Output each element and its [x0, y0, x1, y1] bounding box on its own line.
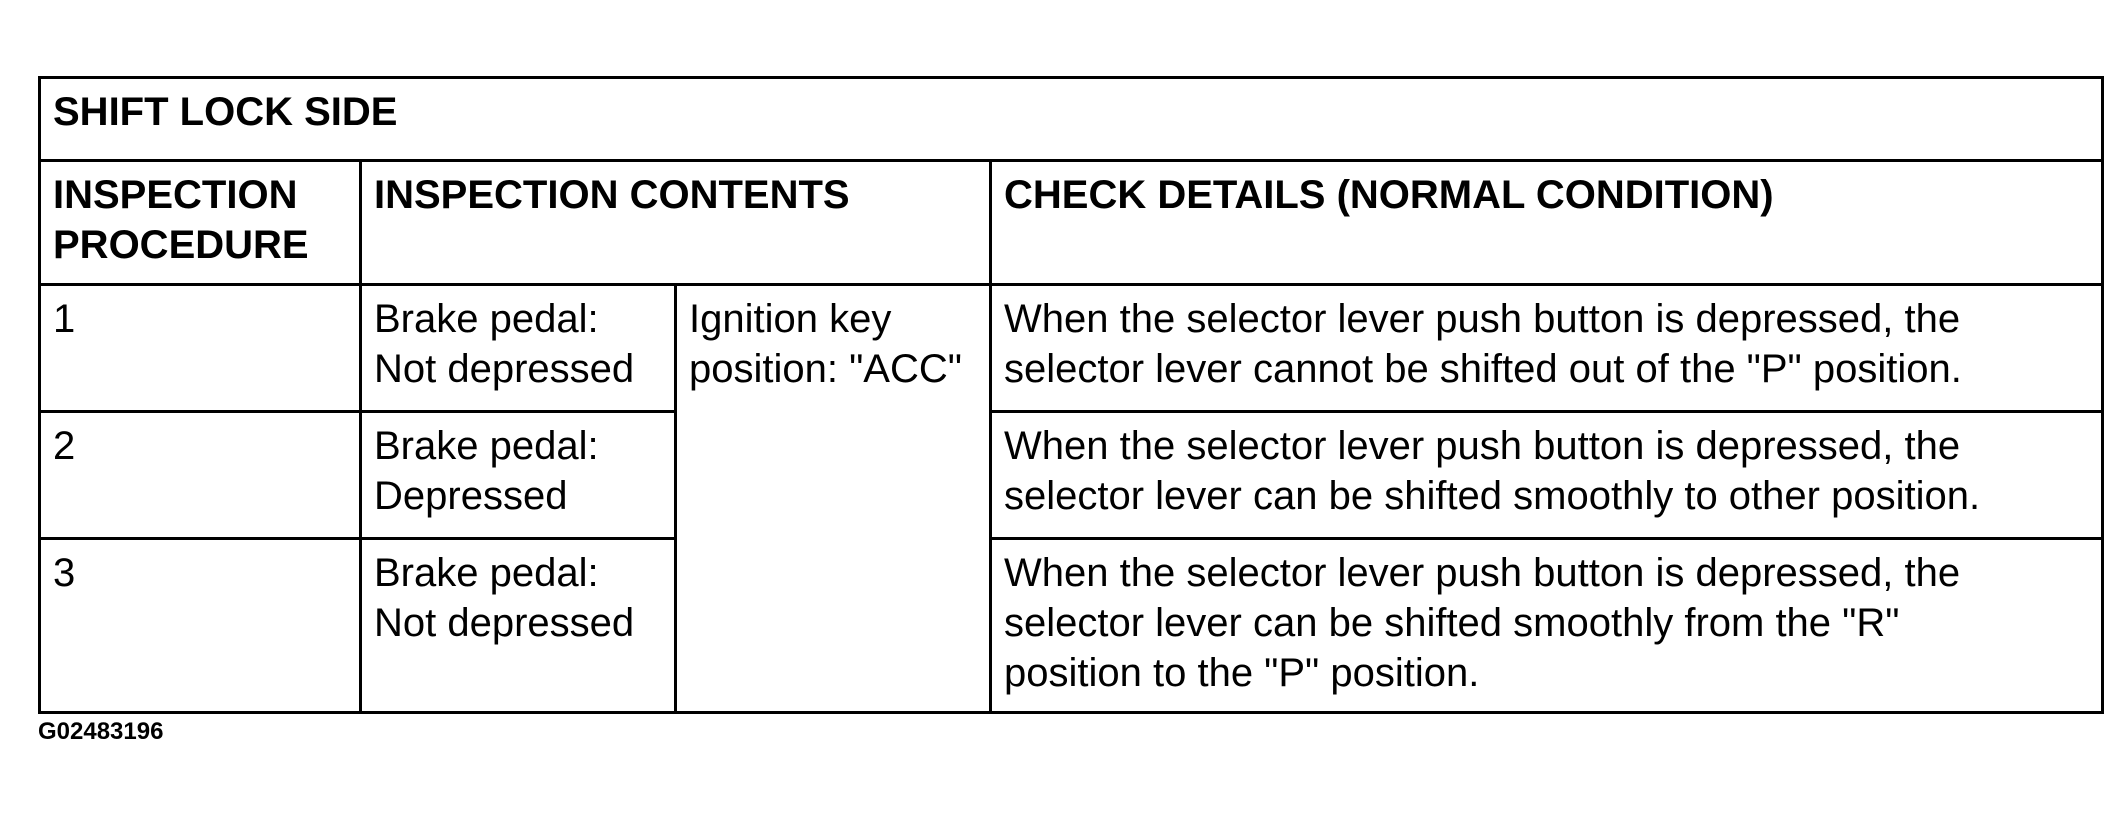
figure-code: G02483196	[38, 718, 164, 745]
brake-pedal-cell: Brake pedal: Not depressed	[361, 539, 676, 713]
brake-pedal-cell: Brake pedal: Not depressed	[361, 285, 676, 412]
header-contents: INSPECTION CONTENTS	[361, 161, 991, 285]
ignition-key-cell: Ignition key position: "ACC"	[676, 285, 991, 713]
procedure-cell: 3	[40, 539, 361, 713]
table-row	[40, 285, 2103, 412]
check-details-cell: When the selector lever push button is depressed, the selector lever can be shifted smoothly to other position.	[991, 412, 2103, 539]
table-row	[40, 412, 2103, 539]
procedure-cell: 1	[40, 285, 361, 412]
table-row	[40, 539, 2103, 713]
inspection-table	[38, 76, 2104, 714]
table-title: SHIFT LOCK SIDE	[40, 78, 2103, 161]
header-details: CHECK DETAILS (NORMAL CONDITION)	[991, 161, 2103, 285]
header-procedure: INSPECTION PROCEDURE	[40, 161, 361, 285]
table-header-row	[40, 161, 2103, 285]
check-details-cell: When the selector lever push button is depressed, the selector lever can be shifted smoothly from the "R" position to the "P" position.	[991, 539, 2103, 713]
brake-pedal-cell: Brake pedal: Depressed	[361, 412, 676, 539]
table-title-row	[40, 78, 2103, 161]
check-details-cell: When the selector lever push button is depressed, the selector lever cannot be shifted out of the "P" position.	[991, 285, 2103, 412]
procedure-cell: 2	[40, 412, 361, 539]
